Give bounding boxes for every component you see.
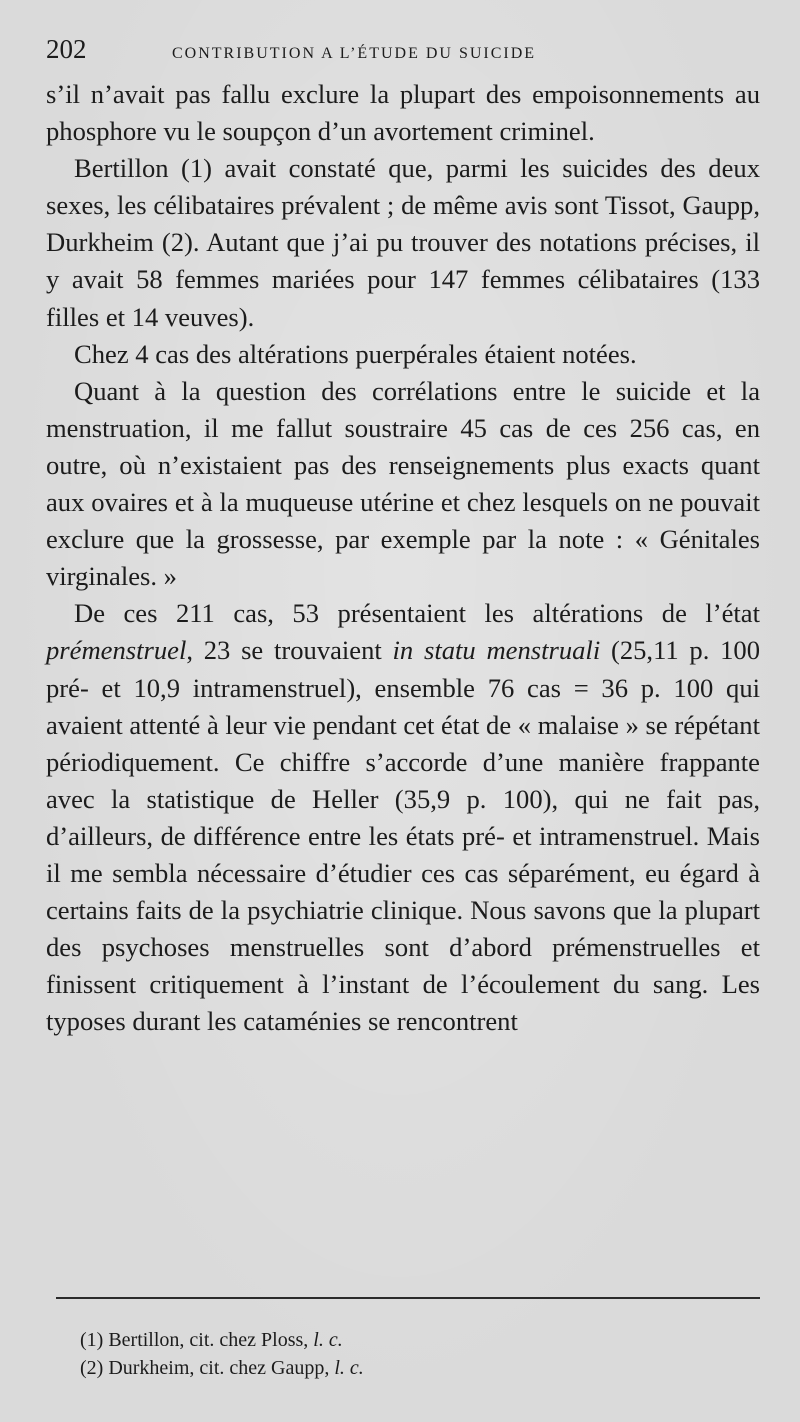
paragraph-4 — [46, 373, 760, 596]
footnote-italic: l. c. — [334, 1357, 364, 1379]
italic-text: in statu menstruali — [392, 635, 601, 666]
paragraph-1 — [46, 76, 760, 150]
running-head — [46, 34, 760, 74]
running-head-title: CONTRIBUTION A L’ÉTUDE DU SUICIDE — [172, 45, 537, 62]
paragraph-text: Bertillon (1) avait constaté que, parmi les suicides des deux sexes, les célibataires prévalent ; de même avis sont Tissot, Gaupp, Durkheim (2). Autant que j’ai pu trouver des notations précises, il y avait 58 femmes mariées pour 147 femmes célibataires (133 filles et 14 veuves). — [46, 153, 760, 332]
paragraph-2 — [46, 150, 760, 335]
footnotes — [80, 1326, 760, 1382]
paragraph-text: Chez 4 cas des altérations puerpérales étaient notées. — [74, 338, 637, 369]
footnote-2 — [80, 1354, 760, 1382]
paragraph-3 — [46, 336, 760, 373]
italic-text: prémenstruel — [46, 635, 187, 666]
page-number: 202 — [46, 34, 87, 64]
footnote-text: (2) Durkheim, cit. chez Gaupp, — [80, 1357, 335, 1379]
footnote-1 — [80, 1326, 760, 1354]
footnote-text: (1) Bertillon, cit. chez Ploss, — [80, 1329, 314, 1351]
paragraph-text: (25,11 p. 100 pré- et 10,9 intramenstruel), ensemble 76 cas = 36 p. 100 qui avaient attenté à leur vie pendant cet état de « malaise » se répétant périodiquement. Ce chiffre s’accorde d’une manière frappante avec la statistique de Heller (35,9 p. 100), qui ne fait pas, d’ailleurs, de différence entre les états pré- et intramenstruel. Mais il me sembla nécessaire d’étudier ces cas séparément, eu égard à certains faits de la psychiatrie clinique. Nous savons que la plupart des psychoses menstruelles sont d’abord prémenstruelles et finissent critiquement à l’instant de l’écoulement du sang. Les typoses durant les cataménies se rencontrent — [46, 635, 760, 1037]
footnote-rule — [56, 1297, 760, 1299]
paragraph-text: De ces 211 cas, 53 présentaient les altérations de l’état — [74, 598, 760, 629]
paragraph-text: s’il n’avait pas fallu exclure la plupart des empoisonnements au phosphore vu le soupçon d’un avortement criminel. — [46, 79, 760, 147]
paragraph-text: , 23 se trouvaient — [186, 635, 393, 666]
paragraph-text: Quant à la question des corrélations entre le suicide et la menstruation, il me fallut soustraire 45 cas de ces 256 cas, en outre, où n’existaient pas des renseignements plus exacts quant aux ovaires et à la muqueuse utérine et chez lesquels on ne pouvait exclure que la grossesse, par exemple par la note : « Génitales virginales. » — [46, 375, 760, 592]
paragraph-5 — [46, 595, 760, 1040]
body-text — [46, 76, 760, 1040]
footnote-italic: l. c. — [313, 1329, 343, 1351]
